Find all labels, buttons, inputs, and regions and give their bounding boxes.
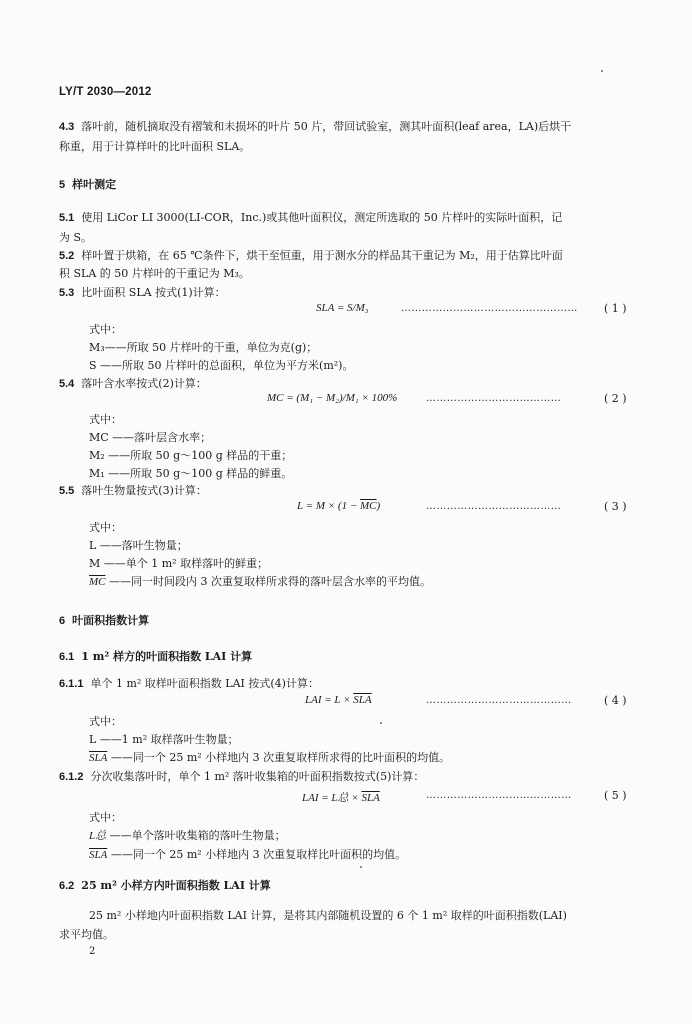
clause-5-5: [59, 481, 207, 501]
formula-5-mean-sla: $\overline{SLA}$: [361, 792, 380, 804]
clause-text: 使用 LiCor LI 3000(LI-COR，Inc.)或其他叶面积仪，测定所选取的 50 片样叶的实际叶面积，记: [81, 211, 563, 224]
clause-text: 落叶生物量按式(3)计算：: [81, 484, 207, 497]
clause-5-2: [59, 246, 563, 266]
where-label: 式中：: [89, 715, 122, 728]
standard-code: LY/T 2030—2012: [59, 86, 152, 98]
clause-5-2-cont: 积 SLA 的 50 片样叶的干重记为 M₃。: [59, 267, 250, 280]
def-text: ——同一个 25 m² 小样地内 3 次重复取样比叶面积的均值。: [110, 848, 407, 861]
clause-number: 6.1.2: [59, 771, 84, 783]
section-number: 5: [59, 179, 66, 191]
clause-6-1-1: [59, 674, 319, 694]
mean-sla-symbol: $\overline{SLA}$: [89, 752, 108, 764]
subsection-6-2-heading: [59, 877, 271, 893]
formula-4-leader: ……………………………………: [426, 695, 572, 706]
formula-2: MC = (M₁ − M₂)/M₁ × 100%: [267, 392, 398, 404]
clause-number: 6.1.1: [59, 678, 84, 690]
formula-3-close: ): [376, 500, 381, 512]
section-title: 叶面积指数计算: [72, 614, 150, 627]
l-total-symbol: L总: [89, 830, 107, 842]
clause-text: 样叶置于烘箱，在 65 ℃条件下，烘干至恒重，用于测水分的样品其干重记为 M₂，用于估算比叶面: [81, 249, 563, 262]
def-l-total: [89, 826, 286, 846]
clause-text: 落叶前，随机摘取没有褶皱和未损坏的叶片 50 片，带回试验室，测其叶面积(leaf area，LA)后烘干: [81, 120, 572, 133]
section-6-heading: [59, 612, 149, 628]
where-label: 式中：: [89, 811, 122, 824]
clause-6-1-2: [59, 767, 424, 787]
clause-6-2-body-cont: 求平均值。: [59, 928, 114, 941]
def-mc: MC ——落叶层含水率；: [89, 431, 212, 444]
formula-4-mean-sla: $\overline{SLA}$: [353, 694, 372, 706]
clause-4-3-cont: 称重，用于计算样叶的比叶面积 SLA。: [59, 140, 251, 153]
clause-5-3: [59, 283, 226, 303]
formula-3-mean-mc: $\overline{MC}$: [360, 500, 377, 512]
def-mean-sla-2: [89, 845, 406, 865]
where-label: 式中：: [89, 323, 122, 336]
clause-4-3: [59, 117, 571, 137]
formula-4: [305, 694, 372, 706]
section-title: 样叶测定: [72, 178, 117, 191]
clause-text: 落叶含水率按式(2)计算：: [81, 377, 207, 390]
mean-sla-symbol: $\overline{SLA}$: [89, 849, 108, 861]
formula-3: [297, 500, 380, 512]
clause-text: 单个 1 m² 取样叶面积指数 LAI 按式(4)计算：: [90, 677, 319, 690]
scan-speck: [360, 866, 362, 868]
page-number: 2: [89, 946, 96, 957]
clause-text: 比叶面积 SLA 按式(1)计算：: [81, 286, 226, 299]
section-5-heading: [59, 176, 116, 192]
def-l: L ——落叶生物量；: [89, 539, 188, 552]
clause-number: 5.2: [59, 250, 75, 262]
def-m3: M₃——所取 50 片样叶的干重，单位为克(g)；: [89, 341, 318, 354]
formula-5-expr: LAI = L总 ×: [302, 792, 359, 804]
where-label: 式中：: [89, 413, 122, 426]
clause-text: 分次收集落叶时，单个 1 m² 落叶收集箱的叶面积指数按式(5)计算：: [90, 770, 425, 783]
mean-mc-symbol: $\overline{MC}$: [89, 576, 106, 588]
where-label: 式中：: [89, 521, 122, 534]
clause-5-4: [59, 374, 207, 394]
def-text: ——同一个 25 m² 小样地内 3 次重复取样所求得的比叶面积的均值。: [110, 751, 451, 764]
formula-3-number: ( 3 ): [604, 500, 627, 513]
def-l-1m2: L ——1 m² 取样落叶生物量；: [89, 733, 239, 746]
def-m2: M₂ ——所取 50 g～100 g 样品的干重；: [89, 449, 293, 462]
formula-1-leader: ……………………………………………: [401, 303, 578, 314]
formula-3-leader: …………………………………: [426, 501, 562, 512]
formula-5-number: ( 5 ): [604, 789, 627, 802]
def-text: ——同一时间段内 3 次重复取样所求得的落叶层含水率的平均值。: [109, 575, 431, 588]
section-number: 6.1: [59, 651, 75, 663]
clause-number: 5.3: [59, 287, 75, 299]
def-mean-sla: [89, 748, 450, 768]
section-title: 1 m² 样方的叶面积指数 LAI 计算: [81, 650, 253, 663]
clause-5-1: [59, 208, 562, 228]
clause-number: 5.1: [59, 212, 75, 224]
scan-speck: [601, 70, 603, 72]
clause-5-1-cont: 为 S。: [59, 231, 93, 244]
clause-number: 5.5: [59, 485, 75, 497]
subsection-6-1-heading: [59, 648, 252, 664]
formula-1-number: ( 1 ): [604, 302, 627, 315]
formula-2-leader: …………………………………: [426, 393, 562, 404]
section-number: 6.2: [59, 880, 75, 892]
clause-number: 5.4: [59, 378, 75, 390]
def-s: S ——所取 50 片样叶的总面积，单位为平方米(m²)。: [89, 359, 354, 372]
formula-5: [302, 789, 380, 805]
formula-1: SLA = S/M₃: [316, 302, 369, 314]
section-title: 25 m² 小样方内叶面积指数 LAI 计算: [81, 879, 271, 892]
def-m1: M₁ ——所取 50 g～100 g 样品的鲜重。: [89, 467, 293, 480]
clause-6-2-body: 25 m² 小样地内叶面积指数 LAI 计算，是将其内部随机设置的 6 个 1 m² 取样的叶面积指数(LAI): [89, 909, 567, 922]
def-m: M ——单个 1 m² 取样落叶的鲜重；: [89, 557, 269, 570]
section-number: 6: [59, 615, 66, 627]
formula-4-expr: LAI = L ×: [305, 694, 351, 706]
formula-2-number: ( 2 ): [604, 392, 627, 405]
clause-number: 4.3: [59, 121, 75, 133]
formula-5-leader: ……………………………………: [426, 790, 572, 801]
scan-speck: [380, 722, 382, 724]
formula-3-expr: L = M × (1 −: [297, 500, 358, 512]
formula-4-number: ( 4 ): [604, 694, 627, 707]
def-mean-mc: [89, 572, 431, 592]
def-text: ——单个落叶收集箱的落叶生物量；: [109, 829, 286, 842]
